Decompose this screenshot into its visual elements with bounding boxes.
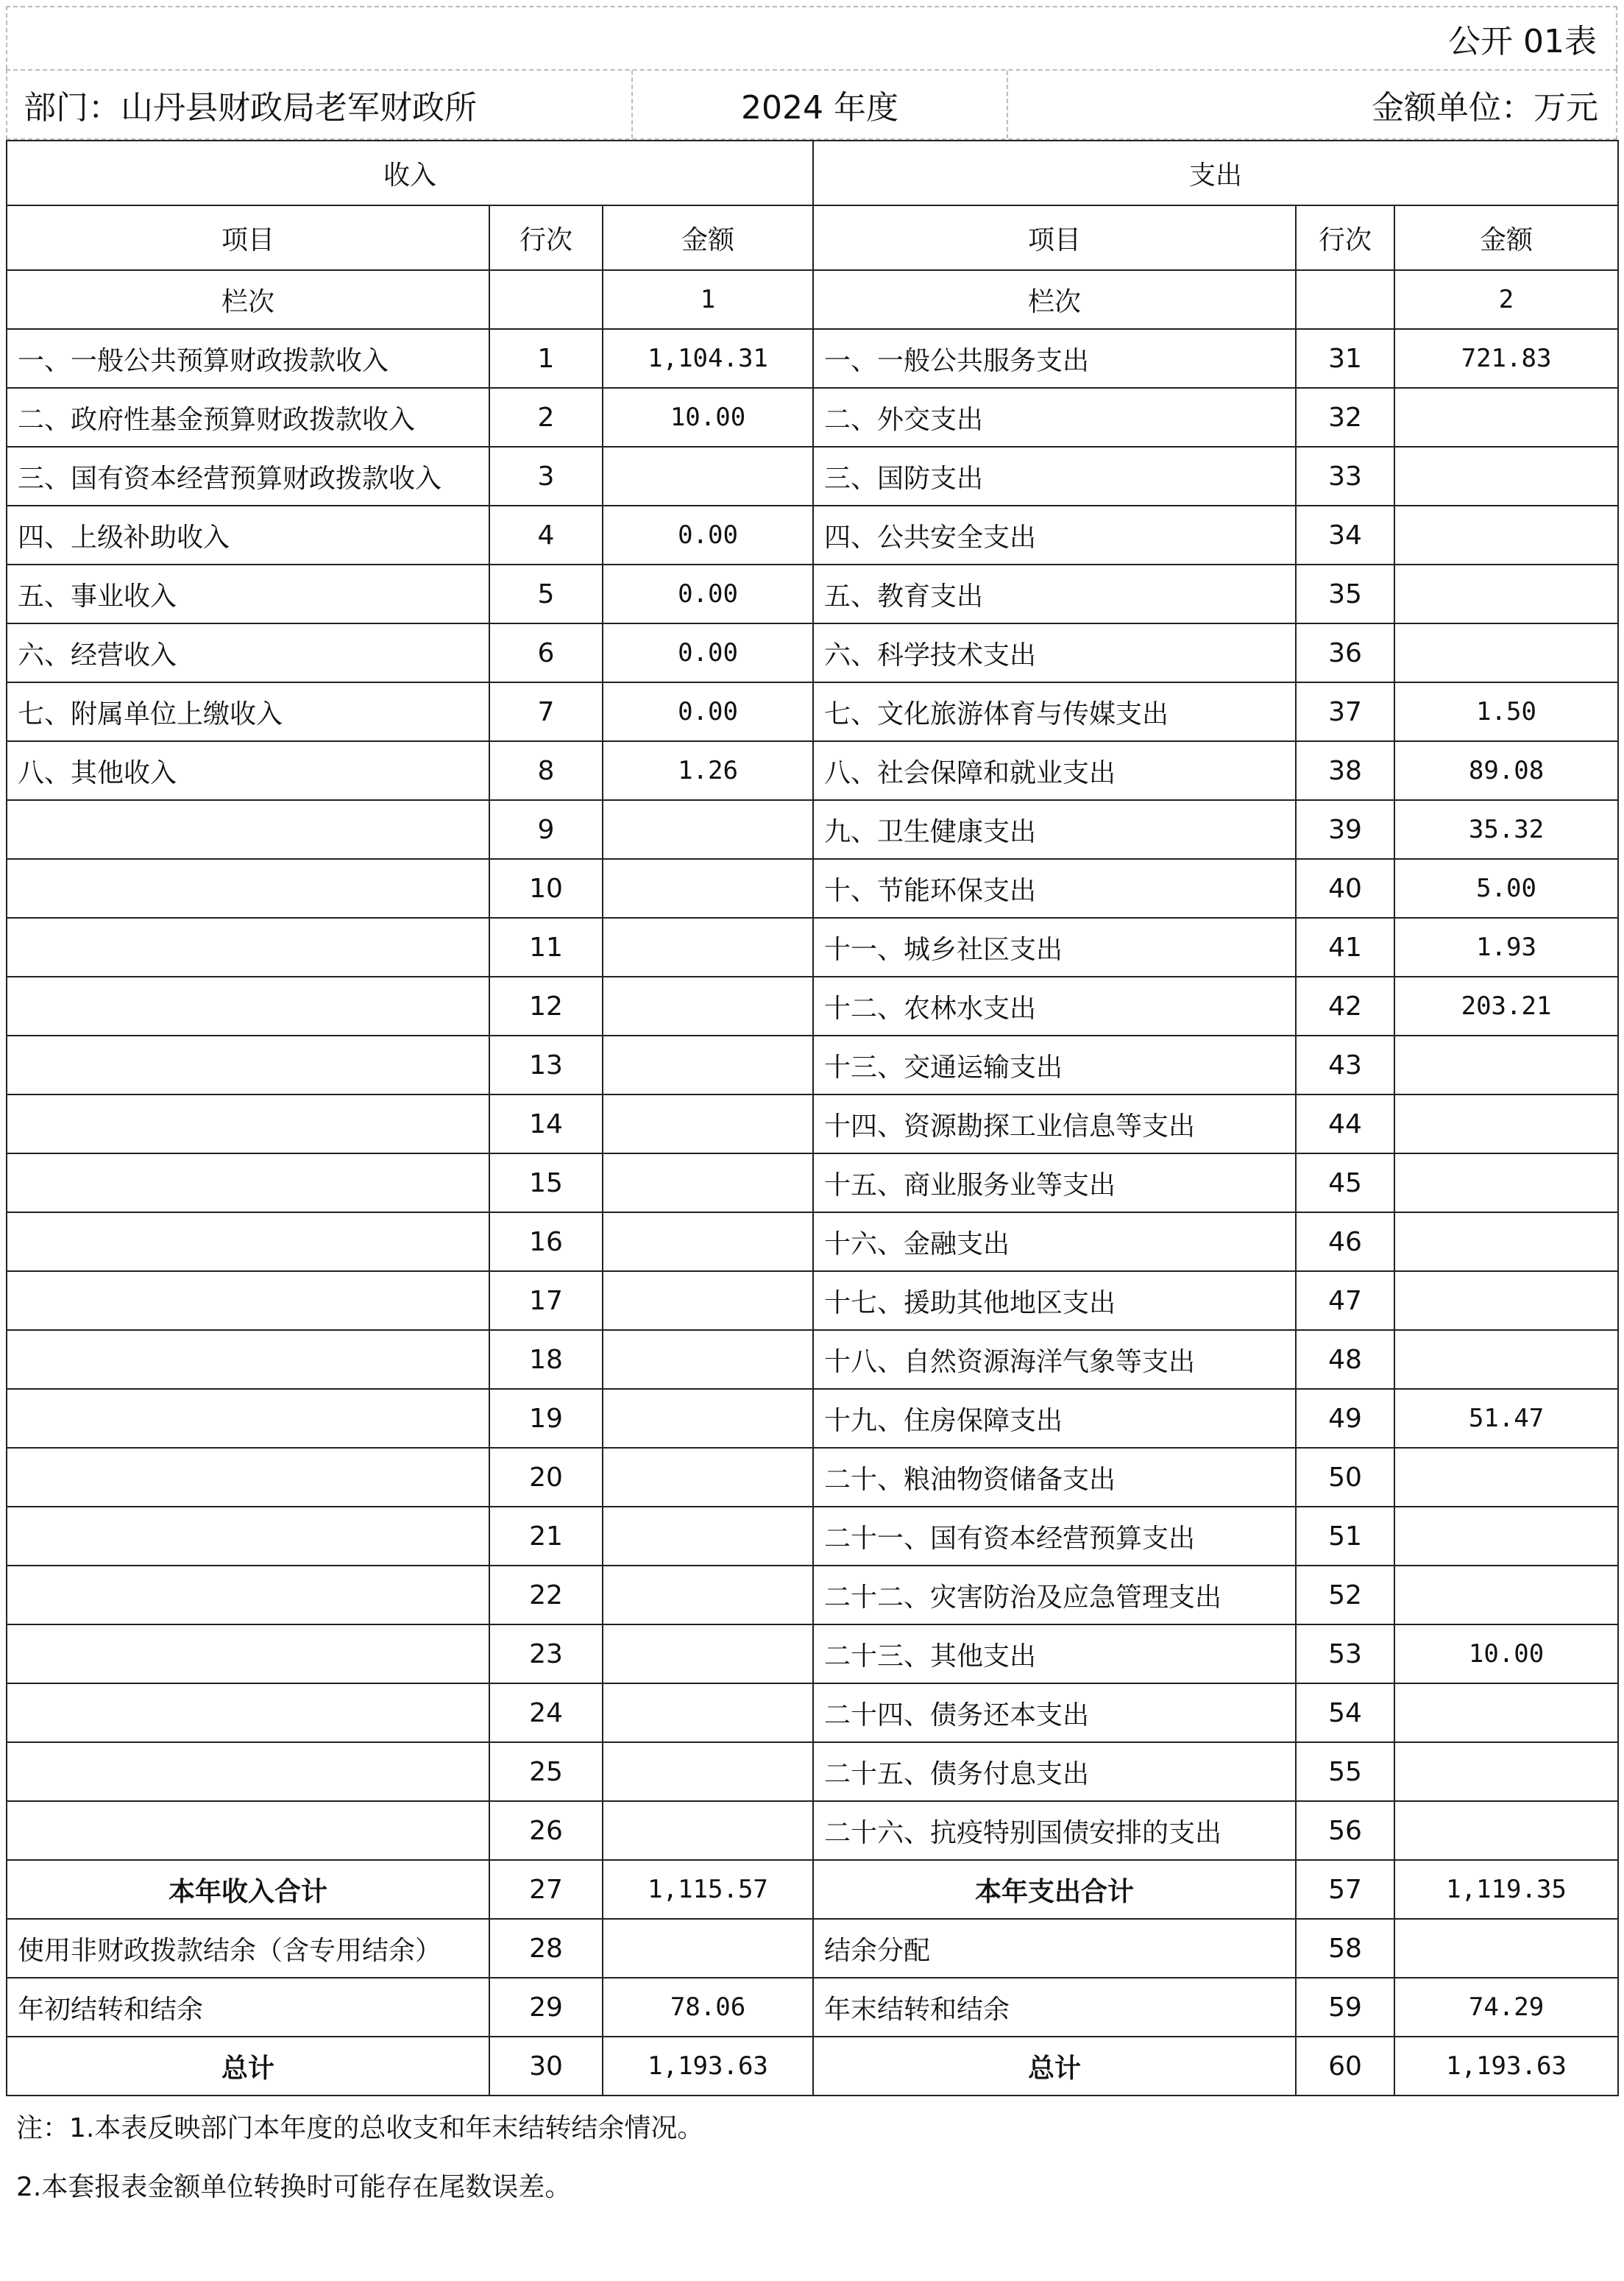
income-item-cell [7, 1801, 489, 1860]
income-amount-cell [603, 1801, 813, 1860]
expense-line-cell: 49 [1296, 1389, 1394, 1448]
income-item-cell [7, 1153, 489, 1212]
table-row [7, 623, 1618, 682]
table-row [7, 1507, 1618, 1566]
table-row [7, 388, 1618, 447]
table-row [7, 1801, 1618, 1860]
expense-line-cell: 52 [1296, 1566, 1394, 1624]
income-line-cell: 1 [489, 329, 603, 388]
expense-line-cell: 46 [1296, 1212, 1394, 1271]
table-row [7, 1683, 1618, 1742]
income-amount-cell: 0.00 [603, 506, 813, 565]
income-line-cell: 4 [489, 506, 603, 565]
expense-line-cell: 53 [1296, 1624, 1394, 1683]
table-row [7, 1153, 1618, 1212]
expense-line-cell: 37 [1296, 682, 1394, 741]
income-item-cell: 六、经营收入 [7, 623, 489, 682]
expense-item-cell: 十九、住房保障支出 [813, 1389, 1296, 1448]
expense-amount-cell: 89.08 [1394, 741, 1618, 800]
expense-amount-cell [1394, 1271, 1618, 1330]
expense-amount-header: 金额 [1394, 205, 1618, 270]
expense-item-cell: 总计 [813, 2037, 1296, 2096]
income-item-cell: 使用非财政拨款结余（含专用结余） [7, 1919, 489, 1978]
table-row [7, 447, 1618, 506]
income-amount-cell [603, 1448, 813, 1507]
expense-item-cell: 二十、粮油物资储备支出 [813, 1448, 1296, 1507]
table-row [7, 800, 1618, 859]
income-line-header: 行次 [489, 205, 603, 270]
income-line-cell: 14 [489, 1094, 603, 1153]
income-item-cell [7, 918, 489, 977]
expense-item-cell: 三、国防支出 [813, 447, 1296, 506]
summary-row [7, 1919, 1618, 1978]
expense-line-cell: 32 [1296, 388, 1394, 447]
income-amount-cell: 0.00 [603, 623, 813, 682]
income-line-cell: 11 [489, 918, 603, 977]
expense-amount-cell [1394, 1683, 1618, 1742]
income-item-cell [7, 1507, 489, 1566]
expense-amount-cell [1394, 447, 1618, 506]
budget-table [6, 140, 1619, 2096]
table-row [7, 741, 1618, 800]
income-amount-cell: 78.06 [603, 1978, 813, 2037]
expense-item-cell: 二十一、国有资本经营预算支出 [813, 1507, 1296, 1566]
income-amount-cell [603, 1919, 813, 1978]
income-amount-cell: 1,104.31 [603, 329, 813, 388]
expense-item-cell: 二十四、债务还本支出 [813, 1683, 1296, 1742]
expense-amount-cell [1394, 1566, 1618, 1624]
income-line-cell: 10 [489, 859, 603, 918]
expense-line-cell: 45 [1296, 1153, 1394, 1212]
expense-item-cell: 四、公共安全支出 [813, 506, 1296, 565]
expense-item-cell: 十五、商业服务业等支出 [813, 1153, 1296, 1212]
expense-line-cell: 57 [1296, 1860, 1394, 1919]
expense-amount-cell [1394, 623, 1618, 682]
expense-amount-cell [1394, 388, 1618, 447]
expense-line-cell: 51 [1296, 1507, 1394, 1566]
income-item-cell [7, 1389, 489, 1448]
income-amount-cell: 10.00 [603, 388, 813, 447]
income-line-cell: 28 [489, 1919, 603, 1978]
income-line-cell: 8 [489, 741, 603, 800]
expense-line-header: 行次 [1296, 205, 1394, 270]
column-number-row [7, 270, 1618, 329]
income-line-cell: 9 [489, 800, 603, 859]
income-amount-cell [603, 1330, 813, 1389]
expense-amount-cell [1394, 1036, 1618, 1094]
income-amount-cell: 1,193.63 [603, 2037, 813, 2096]
expense-amount-cell [1394, 1507, 1618, 1566]
expense-line-cell: 35 [1296, 565, 1394, 623]
expense-header: 支出 [813, 141, 1618, 205]
income-line-cell: 3 [489, 447, 603, 506]
income-line-cell: 18 [489, 1330, 603, 1389]
income-item-cell: 二、政府性基金预算财政拨款收入 [7, 388, 489, 447]
income-item-cell [7, 1624, 489, 1683]
department-label: 部门：山丹县财政局老军财政所 [7, 71, 633, 138]
income-amount-header: 金额 [603, 205, 813, 270]
income-amount-cell [603, 859, 813, 918]
expense-amount-cell: 1,193.63 [1394, 2037, 1618, 2096]
expense-item-cell: 二十五、债务付息支出 [813, 1742, 1296, 1801]
report-meta [6, 69, 1617, 140]
income-amount-cell [603, 447, 813, 506]
table-row [7, 977, 1618, 1036]
expense-item-cell: 年末结转和结余 [813, 1978, 1296, 2037]
table-row [7, 1742, 1618, 1801]
income-item-cell: 本年收入合计 [7, 1860, 489, 1919]
income-amount-cell: 0.00 [603, 565, 813, 623]
income-header: 收入 [7, 141, 813, 205]
table-row [7, 1448, 1618, 1507]
table-row [7, 1271, 1618, 1330]
income-line-cell: 17 [489, 1271, 603, 1330]
expense-amount-cell: 1,119.35 [1394, 1860, 1618, 1919]
income-amount-cell [603, 1566, 813, 1624]
expense-amount-cell [1394, 1094, 1618, 1153]
expense-column-label: 栏次 [813, 270, 1296, 329]
expense-line-cell: 60 [1296, 2037, 1394, 2096]
income-line-cell: 6 [489, 623, 603, 682]
table-row [7, 859, 1618, 918]
income-line-cell: 20 [489, 1448, 603, 1507]
income-line-cell: 24 [489, 1683, 603, 1742]
expense-line-cell: 54 [1296, 1683, 1394, 1742]
income-column-number: 1 [603, 270, 813, 329]
expense-line-cell: 42 [1296, 977, 1394, 1036]
income-item-cell [7, 1683, 489, 1742]
income-item-cell: 八、其他收入 [7, 741, 489, 800]
summary-row [7, 1978, 1618, 2037]
table-row [7, 329, 1618, 388]
table-row [7, 1566, 1618, 1624]
expense-item-cell: 十一、城乡社区支出 [813, 918, 1296, 977]
expense-line-cell: 47 [1296, 1271, 1394, 1330]
expense-item-cell: 十二、农林水支出 [813, 977, 1296, 1036]
expense-amount-cell [1394, 506, 1618, 565]
income-item-cell [7, 1742, 489, 1801]
income-line-cell: 15 [489, 1153, 603, 1212]
table-row [7, 1094, 1618, 1153]
expense-item-cell: 一、一般公共服务支出 [813, 329, 1296, 388]
expense-item-cell: 十七、援助其他地区支出 [813, 1271, 1296, 1330]
expense-line-cell: 34 [1296, 506, 1394, 565]
expense-item-cell: 八、社会保障和就业支出 [813, 741, 1296, 800]
table-row [7, 1212, 1618, 1271]
income-line-cell: 19 [489, 1389, 603, 1448]
income-amount-cell [603, 800, 813, 859]
year-label: 2024 年度 [633, 71, 1008, 138]
expense-item-cell: 九、卫生健康支出 [813, 800, 1296, 859]
expense-amount-cell: 74.29 [1394, 1978, 1618, 2037]
expense-amount-cell: 203.21 [1394, 977, 1618, 1036]
income-item-cell: 三、国有资本经营预算财政拨款收入 [7, 447, 489, 506]
income-item-cell: 四、上级补助收入 [7, 506, 489, 565]
income-amount-cell: 0.00 [603, 682, 813, 741]
income-amount-cell [603, 977, 813, 1036]
note-1: 注：1.本表反映部门本年度的总收支和年末结转结余情况。 [16, 2112, 704, 2143]
expense-amount-cell: 721.83 [1394, 329, 1618, 388]
income-amount-cell [603, 1389, 813, 1448]
expense-line-cell: 40 [1296, 859, 1394, 918]
income-line-cell: 16 [489, 1212, 603, 1271]
expense-amount-cell [1394, 1448, 1618, 1507]
expense-line-cell: 58 [1296, 1919, 1394, 1978]
expense-line-cell: 48 [1296, 1330, 1394, 1389]
expense-amount-cell [1394, 1212, 1618, 1271]
summary-row [7, 2037, 1618, 2096]
income-line-cell: 22 [489, 1566, 603, 1624]
expense-amount-cell: 10.00 [1394, 1624, 1618, 1683]
income-line-blank [489, 270, 603, 329]
income-item-cell [7, 1271, 489, 1330]
expense-item-cell: 十四、资源勘探工业信息等支出 [813, 1094, 1296, 1153]
expense-item-header: 项目 [813, 205, 1296, 270]
expense-line-cell: 55 [1296, 1742, 1394, 1801]
income-amount-cell [603, 1742, 813, 1801]
income-item-cell [7, 1212, 489, 1271]
income-item-cell [7, 977, 489, 1036]
income-item-cell [7, 1566, 489, 1624]
income-line-cell: 21 [489, 1507, 603, 1566]
income-item-cell [7, 859, 489, 918]
income-amount-cell [603, 1153, 813, 1212]
section-header-row [7, 141, 1618, 205]
income-item-cell: 七、附属单位上缴收入 [7, 682, 489, 741]
income-line-cell: 12 [489, 977, 603, 1036]
income-item-cell: 总计 [7, 2037, 489, 2096]
income-line-cell: 13 [489, 1036, 603, 1094]
table-row [7, 918, 1618, 977]
expense-line-cell: 50 [1296, 1448, 1394, 1507]
notes [6, 2096, 1617, 2214]
income-item-cell [7, 1094, 489, 1153]
expense-amount-cell [1394, 1330, 1618, 1389]
expense-amount-cell: 51.47 [1394, 1389, 1618, 1448]
expense-line-cell: 31 [1296, 329, 1394, 388]
income-line-cell: 23 [489, 1624, 603, 1683]
income-item-cell [7, 1448, 489, 1507]
income-item-cell: 年初结转和结余 [7, 1978, 489, 2037]
income-item-cell [7, 1330, 489, 1389]
income-line-cell: 27 [489, 1860, 603, 1919]
income-amount-cell [603, 1507, 813, 1566]
expense-item-cell: 五、教育支出 [813, 565, 1296, 623]
income-item-cell: 一、一般公共预算财政拨款收入 [7, 329, 489, 388]
expense-amount-cell: 5.00 [1394, 859, 1618, 918]
income-item-cell [7, 1036, 489, 1094]
income-line-cell: 30 [489, 2037, 603, 2096]
expense-line-cell: 44 [1296, 1094, 1394, 1153]
report-sheet [6, 6, 1617, 2214]
expense-amount-cell: 1.50 [1394, 682, 1618, 741]
expense-line-cell: 56 [1296, 1801, 1394, 1860]
expense-item-cell: 二、外交支出 [813, 388, 1296, 447]
income-line-cell: 7 [489, 682, 603, 741]
table-row [7, 1036, 1618, 1094]
expense-line-cell: 41 [1296, 918, 1394, 977]
expense-item-cell: 七、文化旅游体育与传媒支出 [813, 682, 1296, 741]
expense-item-cell: 二十六、抗疫特别国债安排的支出 [813, 1801, 1296, 1860]
income-amount-cell [603, 1212, 813, 1271]
income-amount-cell [603, 1683, 813, 1742]
column-header-row [7, 205, 1618, 270]
table-row [7, 1330, 1618, 1389]
table-row [7, 1624, 1618, 1683]
expense-item-cell: 结余分配 [813, 1919, 1296, 1978]
expense-line-cell: 39 [1296, 800, 1394, 859]
table-row [7, 1389, 1618, 1448]
expense-amount-cell [1394, 1742, 1618, 1801]
expense-item-cell: 十、节能环保支出 [813, 859, 1296, 918]
expense-item-cell: 十八、自然资源海洋气象等支出 [813, 1330, 1296, 1389]
income-amount-cell [603, 1094, 813, 1153]
table-row [7, 682, 1618, 741]
note-2: 2.本套报表金额单位转换时可能存在尾数误差。 [16, 2171, 572, 2202]
expense-item-cell: 六、科学技术支出 [813, 623, 1296, 682]
expense-item-cell: 十三、交通运输支出 [813, 1036, 1296, 1094]
expense-line-cell: 33 [1296, 447, 1394, 506]
income-amount-cell [603, 1036, 813, 1094]
income-line-cell: 29 [489, 1978, 603, 2037]
expense-line-cell: 59 [1296, 1978, 1394, 2037]
income-item-cell [7, 800, 489, 859]
expense-amount-cell: 35.32 [1394, 800, 1618, 859]
expense-line-cell: 43 [1296, 1036, 1394, 1094]
income-line-cell: 2 [489, 388, 603, 447]
summary-row [7, 1860, 1618, 1919]
income-item-header: 项目 [7, 205, 489, 270]
income-amount-cell [603, 918, 813, 977]
expense-line-blank [1296, 270, 1394, 329]
expense-column-number: 2 [1394, 270, 1618, 329]
expense-item-cell: 二十二、灾害防治及应急管理支出 [813, 1566, 1296, 1624]
income-line-cell: 5 [489, 565, 603, 623]
expense-item-cell: 本年支出合计 [813, 1860, 1296, 1919]
income-amount-cell: 1.26 [603, 741, 813, 800]
expense-line-cell: 36 [1296, 623, 1394, 682]
expense-amount-cell [1394, 565, 1618, 623]
table-row [7, 506, 1618, 565]
income-amount-cell [603, 1271, 813, 1330]
expense-amount-cell [1394, 1153, 1618, 1212]
expense-amount-cell [1394, 1919, 1618, 1978]
table-row [7, 565, 1618, 623]
income-line-cell: 25 [489, 1742, 603, 1801]
income-amount-cell: 1,115.57 [603, 1860, 813, 1919]
form-number: 公开 01表 [6, 6, 1617, 69]
expense-amount-cell [1394, 1801, 1618, 1860]
income-line-cell: 26 [489, 1801, 603, 1860]
expense-line-cell: 38 [1296, 741, 1394, 800]
income-amount-cell [603, 1624, 813, 1683]
expense-item-cell: 二十三、其他支出 [813, 1624, 1296, 1683]
unit-label: 金额单位：万元 [1372, 89, 1598, 127]
income-item-cell: 五、事业收入 [7, 565, 489, 623]
expense-item-cell: 十六、金融支出 [813, 1212, 1296, 1271]
expense-amount-cell: 1.93 [1394, 918, 1618, 977]
income-column-label: 栏次 [7, 270, 489, 329]
